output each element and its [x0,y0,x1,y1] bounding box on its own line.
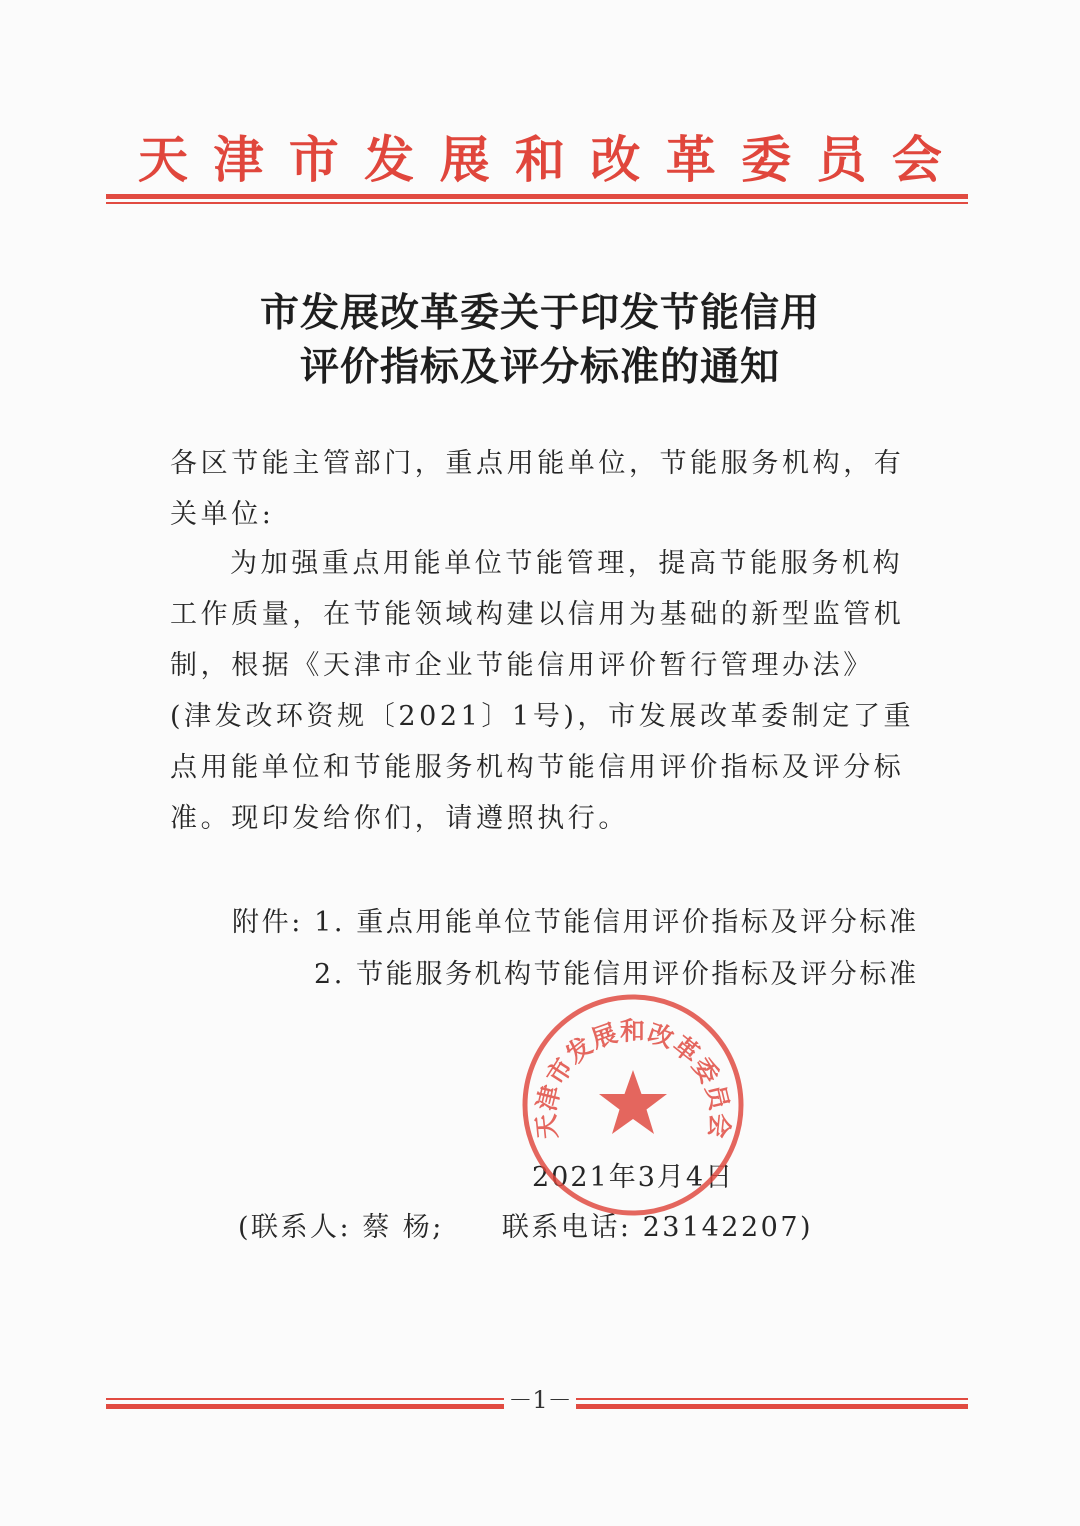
document-date: 2021年3月4日 [532,1162,735,1193]
letterhead-char: 天 [138,130,188,189]
letterhead-char: 市 [288,130,339,189]
letterhead-char: 展 [439,130,490,189]
letterhead-rule-thin [106,202,968,204]
seal-ring-text: 天津市发展和改革委员会 [531,1016,735,1141]
salutation: 各区节能主管部门，重点用能单位，节能服务机构，有关单位: [170,448,905,530]
letterhead-char: 和 [514,130,565,189]
letterhead-char: 改 [590,130,641,189]
body-paragraph: 为加强重点用能单位节能管理，提高节能服务机构工作质量，在节能领域构建以信用为基础的新型监管机制，根据《天津市企业节能信用评价暂行管理办法》(津发改环资规〔2021〕1号)，市发展改革委制定了重点用能单位和节能服务机构节能信用评价指标及评分标准。现印发给你们，请遵照执行。 [170,548,915,834]
attachment-1: 附件: 1. 重点用能单位节能信用评价指标及评分标准 [232,907,919,938]
star-icon [599,1070,667,1134]
letterhead-char: 委 [741,130,792,189]
letterhead-char: 津 [213,130,264,189]
letterhead-char: 革 [665,130,716,189]
letterhead-char: 会 [891,130,942,189]
contact-person: (联系人: 蔡 杨; [238,1212,444,1243]
letterhead-char: 员 [816,130,867,189]
attachment-2: 2. 节能服务机构节能信用评价指标及评分标准 [314,959,919,990]
letterhead-char: 发 [364,130,415,189]
document-title-line-1: 市发展改革委关于印发节能信用 [259,290,820,336]
page-number: －1－ [0,1380,1080,1415]
letterhead-title [110,128,970,192]
contact-phone: 联系电话: 23142207) [501,1212,814,1243]
document-title-line-2: 评价指标及评分标准的通知 [299,344,780,390]
letterhead-rule-thick [106,194,968,199]
official-seal [518,990,748,1220]
